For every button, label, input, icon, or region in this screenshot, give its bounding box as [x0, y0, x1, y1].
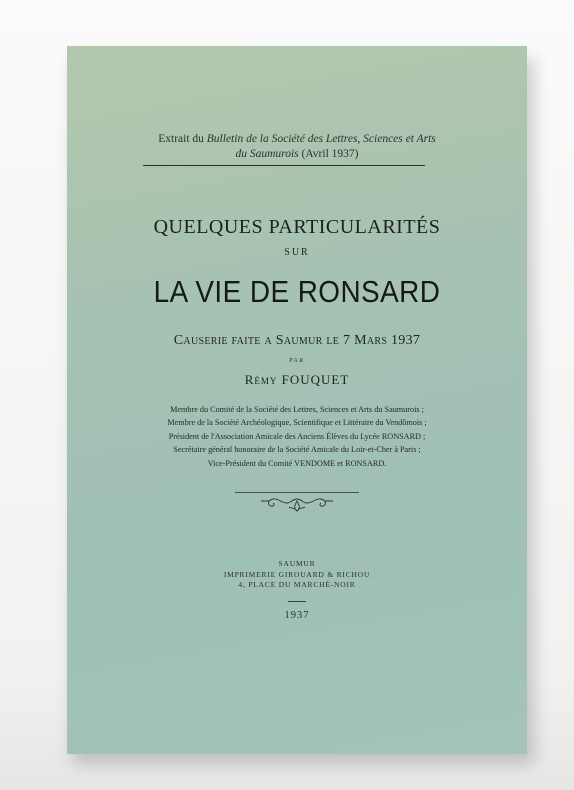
credit-line: Membre de la Société Archéologique, Scientifique et Littéraire du Vendômois ; — [167, 418, 427, 428]
credit-line: Vice-Président du Comité VENDOME et RONSARD. — [207, 458, 387, 468]
author-name: Rémy FOUQUET — [244, 372, 350, 387]
author-credits — [67, 403, 527, 470]
credit-line: Secrétaire général honoraire de la Société Amicale du Loir-et-Cher à Paris ; — [173, 445, 421, 455]
booklet-cover — [67, 46, 527, 754]
extract-prefix: Extrait du — [158, 133, 207, 145]
title-line-1: QUELQUES PARTICULARITÉS — [153, 216, 441, 238]
title-line-2: LA VIE DE RONSARD — [153, 274, 441, 309]
publisher-printer: IMPRIMERIE GIROUARD & RICHOU — [223, 569, 371, 579]
ornament-icon — [259, 495, 335, 515]
extract-region: du Saumurois — [235, 148, 299, 160]
par-label: PAR — [289, 358, 305, 364]
title-sur: SUR — [284, 247, 310, 258]
separator-rule — [235, 492, 359, 493]
header-rule — [143, 165, 425, 166]
publisher-block — [67, 559, 527, 591]
credit-line: Membre du Comité de la Société des Lettres, Sciences et Arts du Saumurois ; — [170, 405, 424, 414]
publisher-address: 4, PLACE DU MARCHÉ-NOIR — [238, 580, 356, 589]
publisher-city: SAUMUR — [278, 559, 316, 568]
publisher-rule — [288, 601, 306, 602]
publication-year: 1937 — [284, 610, 310, 621]
credit-line: Président de l'Association Amicale des Anciens Élèves du Lycée RONSARD ; — [168, 431, 426, 441]
extract-note — [67, 132, 527, 162]
subtitle: Causerie faite a Saumur le 7 Mars 1937 — [173, 333, 421, 348]
extract-bulletin: Bulletin de la Société des Lettres, Sciences et Arts — [206, 133, 436, 145]
extract-date: (Avril 1937) — [298, 148, 359, 160]
